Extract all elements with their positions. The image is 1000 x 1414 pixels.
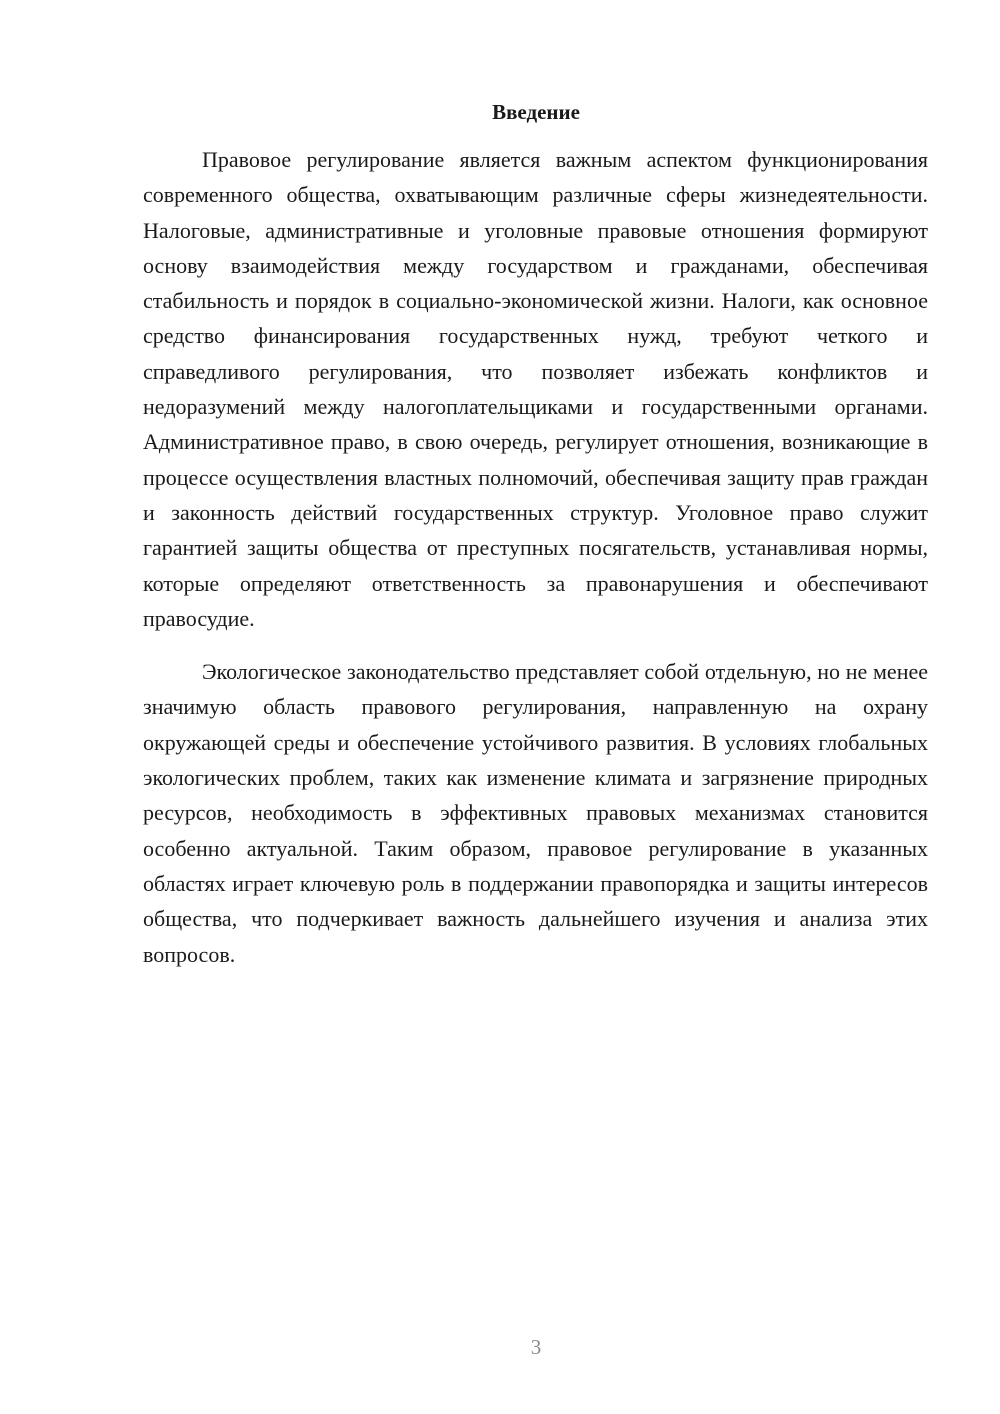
paragraph-1: Правовое регулирование является важным аспектом функционирования современного общества, охватывающим различные сферы жизнедеятельности. Налоговые, административные и уголовные правовые отношения формируют основу взаимодействия между государством и гражданами, обеспечивая стабильность и порядок в социально-экономической жизни. Налоги, как основное средство финансирования государственных нужд, требуют четкого и справедливого регулирования, что позволяет избежать конфликтов и недоразумений между налогоплательщиками и государственными органами. Административное право, в свою очередь, регулирует отношения, возникающие в процессе осуществления властных полномочий, обеспечивая защиту прав граждан и законность действий государственных структур. Уголовное право служит гарантией защиты общества от преступных посягательств, устанавливая нормы, которые определяют ответственность за правонарушения и обеспечивают правосудие. [143, 147, 928, 631]
paragraph-2: Экологическое законодательство представляет собой отдельную, но не менее значимую область правового регулирования, направленную на охрану окружающей среды и обеспечение устойчивого развития. В условиях глобальных экологических проблем, таких как изменение климата и загрязнение природных ресурсов, необходимость в эффективных правовых механизмах становится особенно актуальной. Таким образом, правовое регулирование в указанных областях играет ключевую роль в поддержании правопорядка и защиты интересов общества, что подчеркивает важность дальнейшего изучения и анализа этих вопросов. [143, 659, 928, 967]
page-number: 3 [530, 1335, 542, 1359]
body-text [143, 142, 928, 972]
page-title: Введение [492, 100, 580, 124]
